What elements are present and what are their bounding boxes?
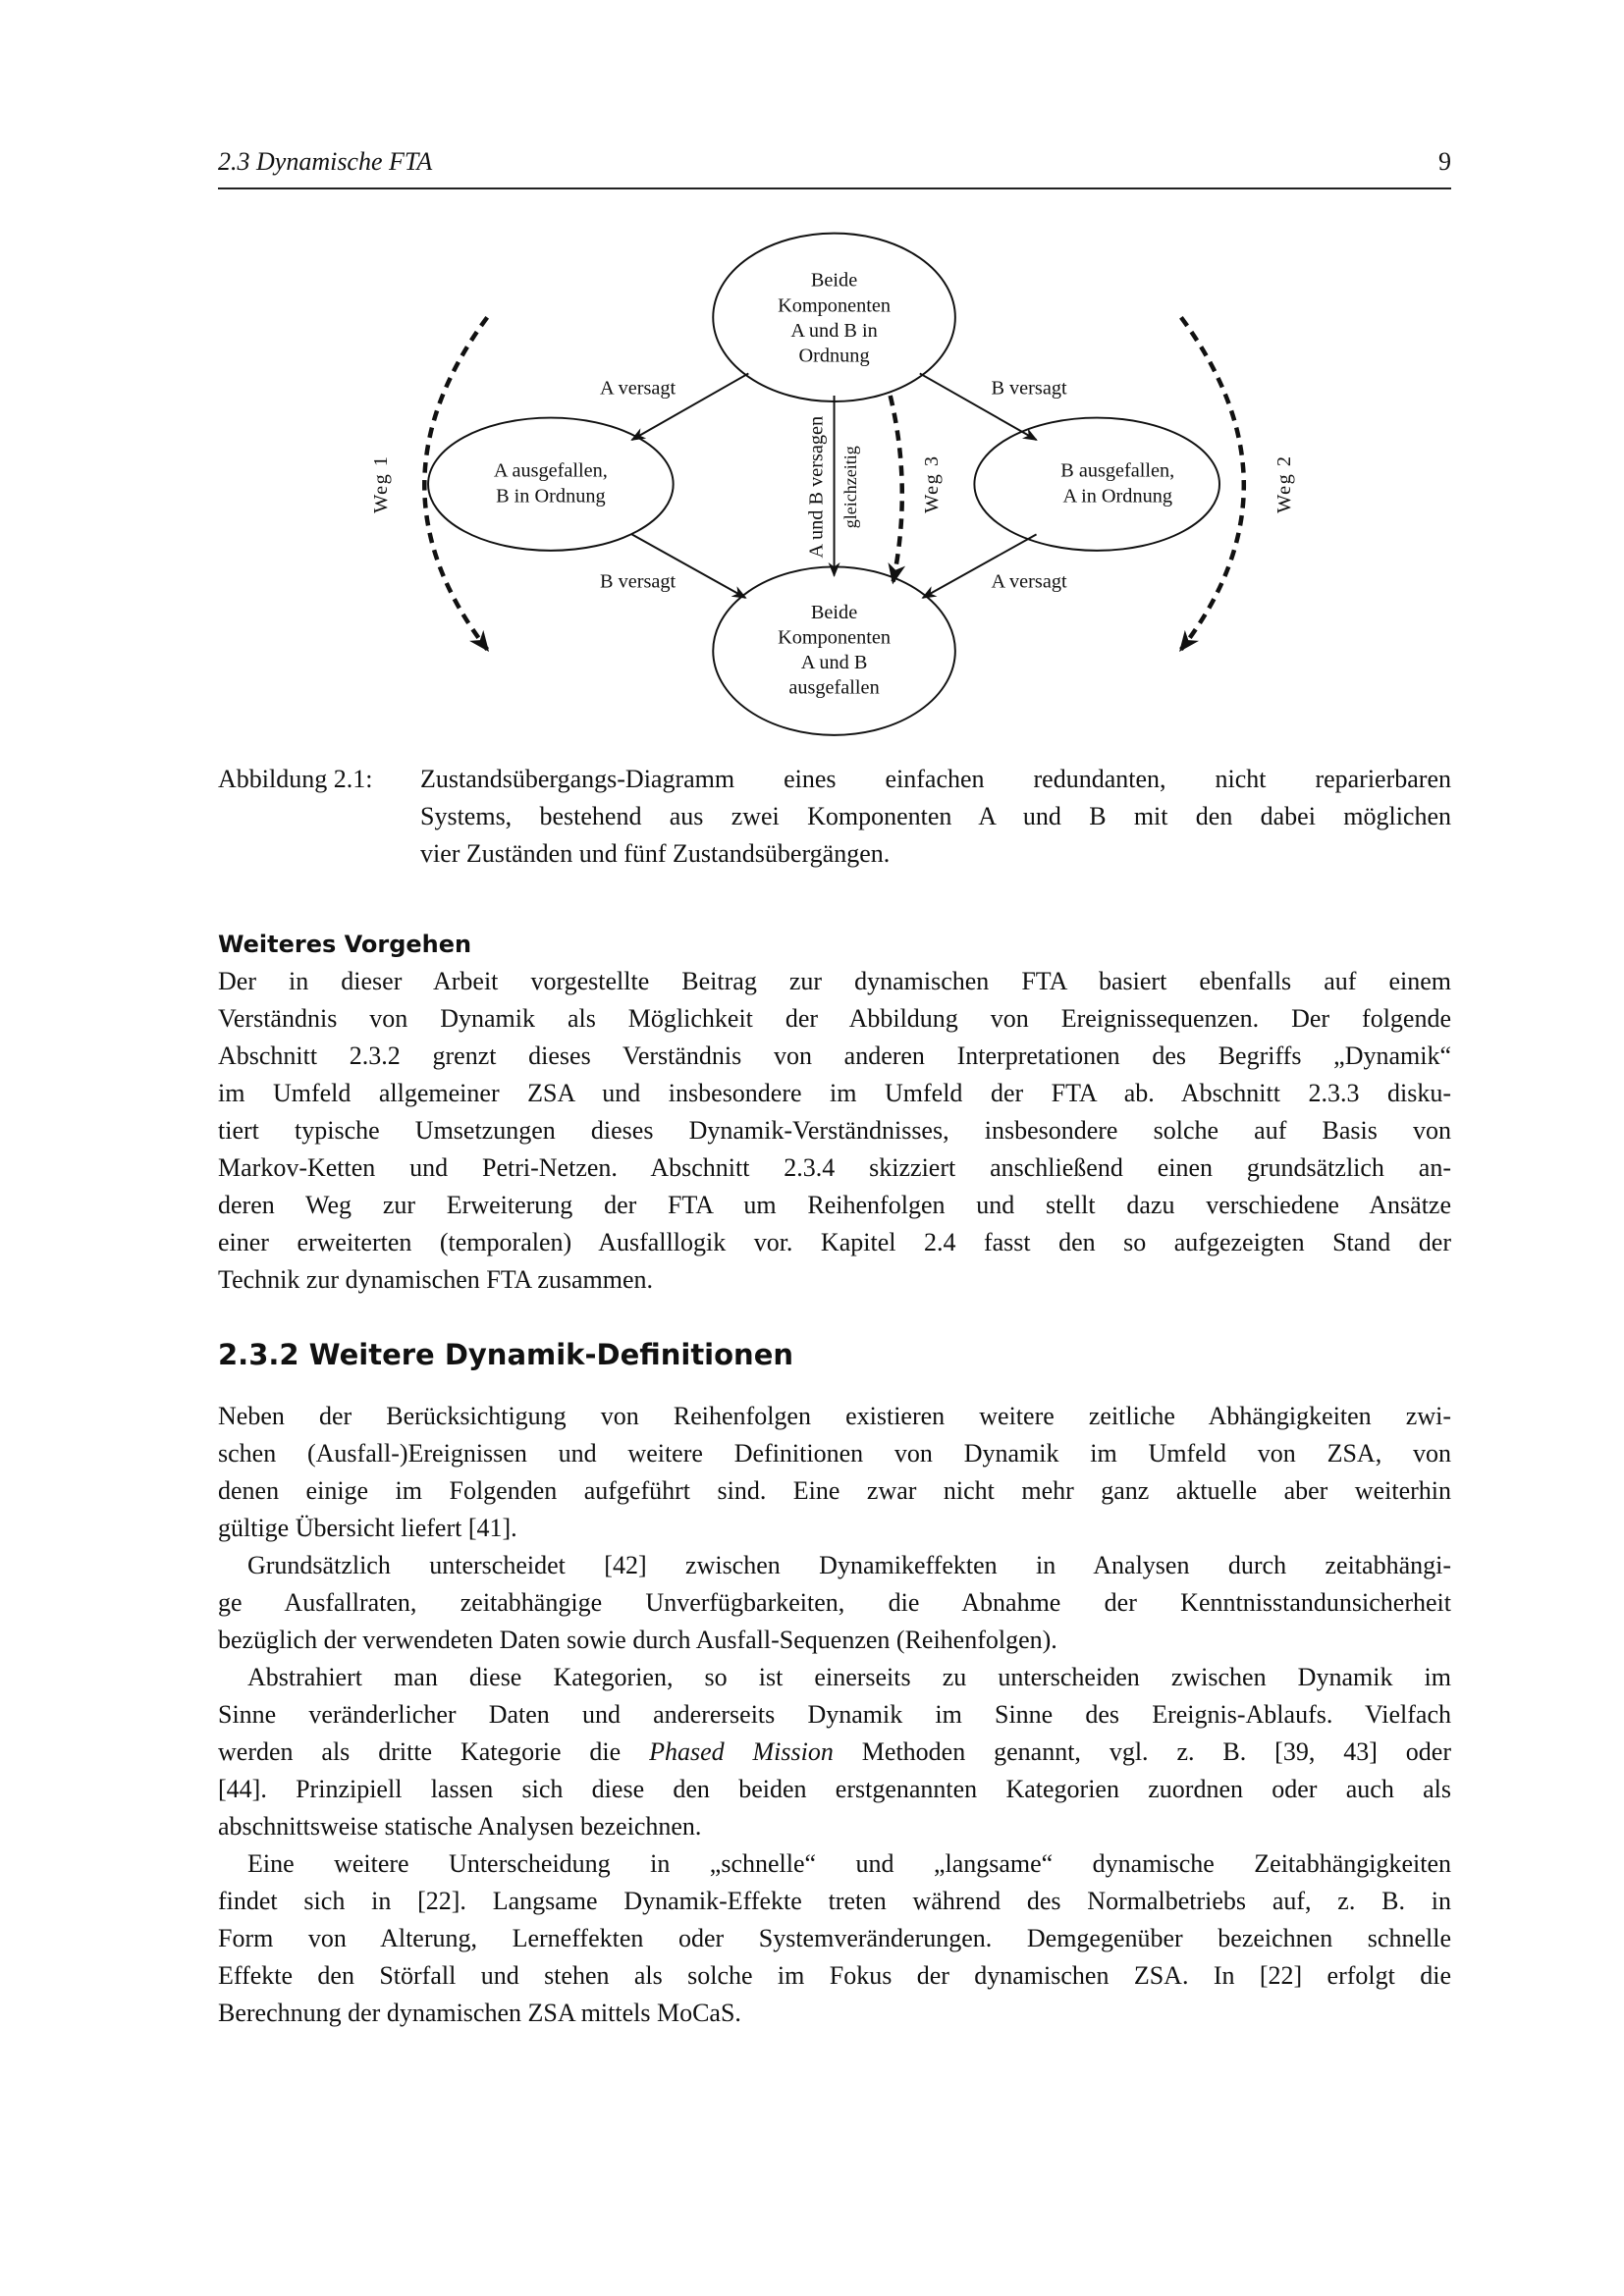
page-number: 9 xyxy=(1438,147,1451,176)
text-line: Eine weitere Unterscheidung in „schnelle“ und „langsame“ dynamische Zeitabhängigkeiten xyxy=(247,1849,1451,1878)
text-line: Neben der Berücksichtigung von Reihenfolgen existieren weitere zeitliche Abhängigkeiten zwi- xyxy=(218,1402,1451,1430)
text-line: Systems, bestehend aus zwei Komponenten A und B mit den dabei möglichen xyxy=(420,802,1451,830)
state-transition-diagram xyxy=(0,0,1624,785)
text-line: gültige Übersicht liefert [41]. xyxy=(218,1514,517,1542)
path-label-weg1: Weg 1 xyxy=(369,454,392,513)
node-left-line: A ausgefallen, xyxy=(493,459,608,482)
edge-label-vertical-2: gleichzeitig xyxy=(840,446,861,529)
text-line: Der in dieser Arbeit vorgestellte Beitrag zur dynamischen FTA basiert ebenfalls auf einem xyxy=(218,967,1451,995)
text-line: Berechnung der dynamischen ZSA mittels MoCaS. xyxy=(218,1999,741,2027)
header-section-title: 2.3 Dynamische FTA xyxy=(218,147,433,176)
path-label-weg3: Weg 3 xyxy=(920,454,943,513)
text-line: im Umfeld allgemeiner ZSA und insbesondere im Umfeld der FTA ab. Abschnitt 2.3.3 disku- xyxy=(218,1079,1451,1107)
text-line: Grundsätzlich unterscheidet [42] zwischen Dynamikeffekten in Analysen durch zeitabhängi- xyxy=(247,1551,1451,1579)
text-line: einer erweiterten (temporalen) Ausfalllogik vor. Kapitel 2.4 fasst den so aufgezeigten Stand der xyxy=(218,1228,1451,1256)
edge-label-left-bottom: B versagt xyxy=(599,570,677,593)
text-line: Effekte den Störfall und stehen als solche im Fokus der dynamischen ZSA. In [22] erfolgt die xyxy=(218,1961,1451,1990)
node-bottom-line: Komponenten xyxy=(778,626,892,649)
section1-body xyxy=(218,963,1451,1299)
figure-caption xyxy=(218,761,1451,873)
paragraph xyxy=(218,963,1451,1299)
edge-label-top-right: B versagt xyxy=(991,377,1067,400)
paragraph xyxy=(218,1659,1451,1845)
subheading-weiteres-vorgehen: Weiteres Vorgehen xyxy=(218,931,472,958)
path-weg2-arrow xyxy=(1181,317,1244,649)
text-line: deren Weg zur Erweiterung der FTA um Reihenfolgen und stellt dazu verschiedene Ansätze xyxy=(218,1191,1451,1219)
section-heading-2-3-2: 2.3.2 Weitere Dynamik-Definitionen xyxy=(218,1338,794,1371)
path-weg1-arrow xyxy=(424,317,487,649)
edge-label-right-bottom: A versagt xyxy=(991,570,1067,593)
edge-label-vertical: A und B versagen xyxy=(805,415,828,559)
node-left-line: B in Ordnung xyxy=(496,485,606,507)
text-line: Abschnitt 2.3.2 grenzt dieses Verständnis von anderen Interpretationen des Begriffs „Dynamik“ xyxy=(218,1041,1451,1070)
state-b-failed xyxy=(974,418,1219,551)
node-right-line: A in Ordnung xyxy=(1062,485,1173,507)
node-bottom-line: A und B xyxy=(800,652,868,674)
node-right-line: B ausgefallen, xyxy=(1060,459,1175,482)
node-bottom-line: Beide xyxy=(810,602,858,624)
text-line: Markov-Ketten und Petri-Netzen. Abschnitt 2.3.4 skizziert anschließend einen grundsätzlich an- xyxy=(218,1153,1451,1182)
node-top-line: Ordnung xyxy=(798,345,870,367)
text-line xyxy=(218,1734,1451,1771)
text-line: ge Ausfallraten, zeitabhängige Unverfügbarkeiten, die Abnahme der Kenntnisstandunsicherheit xyxy=(218,1588,1451,1617)
paragraph xyxy=(218,1547,1451,1659)
text-line: Sinne veränderlicher Daten und andererseits Dynamik im Sinne des Ereignis-Ablaufs. Vielfach xyxy=(218,1700,1451,1729)
text-line: Zustandsübergangs-Diagramm eines einfachen redundanten, nicht reparierbaren xyxy=(420,765,1451,793)
text-line: abschnittsweise statische Analysen bezeichnen. xyxy=(218,1812,702,1841)
text-line: [44]. Prinzipiell lassen sich diese den beiden erstgenannten Kategorien zuordnen oder auch als xyxy=(218,1775,1451,1803)
text-line: vier Zuständen und fünf Zustandsübergängen. xyxy=(420,839,891,868)
text-line: Abstrahiert man diese Kategorien, so ist einerseits zu unterscheiden zwischen Dynamik im xyxy=(247,1663,1451,1691)
state-both-ok xyxy=(713,234,955,401)
text-line: findet sich in [22]. Langsame Dynamik-Effekte treten während des Normalbetriebs auf, z. B. in xyxy=(218,1887,1451,1915)
text-line: schen (Ausfall-)Ereignissen und weitere Definitionen von Dynamik im Umfeld von ZSA, von xyxy=(218,1439,1451,1468)
section2-body xyxy=(218,1398,1451,2032)
edge-label-top-left: A versagt xyxy=(599,377,677,400)
caption-label: Abbildung 2.1: xyxy=(218,765,373,793)
text-segment: werden als dritte Kategorie die xyxy=(218,1737,650,1766)
paragraph xyxy=(218,1845,1451,2032)
caption-text xyxy=(420,761,1451,873)
path-weg3-arrow xyxy=(891,396,902,581)
text-line: Form von Alterung, Lerneffekten oder Systemveränderungen. Demgegenüber bezeichnen schnelle xyxy=(218,1924,1451,1952)
node-top-line: Beide xyxy=(810,269,858,292)
text-line: tiert typische Umsetzungen dieses Dynamik-Verständnisses, insbesondere solche auf Basis von xyxy=(218,1116,1451,1145)
text-line: denen einige im Folgenden aufgeführt sind. Eine zwar nicht mehr ganz aktuelle aber weiterhin xyxy=(218,1476,1451,1505)
node-bottom-line: ausgefallen xyxy=(788,676,880,699)
text-line: bezüglich der verwendeten Daten sowie durch Ausfall-Sequenzen (Reihenfolgen). xyxy=(218,1626,1057,1654)
text-segment: Methoden genannt, vgl. z. B. [39, 43] oder xyxy=(833,1737,1451,1766)
node-top-line: A und B in xyxy=(790,319,878,342)
text-line: Verständnis von Dynamik als Möglichkeit der Abbildung von Ereignissequenzen. Der folgende xyxy=(218,1004,1451,1033)
path-label-weg2: Weg 2 xyxy=(1273,454,1296,513)
state-both-failed xyxy=(713,566,955,734)
paragraph xyxy=(218,1398,1451,1547)
text-line: Technik zur dynamischen FTA zusammen. xyxy=(218,1265,654,1294)
emphasized-text: Phased Mission xyxy=(649,1737,834,1766)
node-top-line: Komponenten xyxy=(778,294,892,317)
